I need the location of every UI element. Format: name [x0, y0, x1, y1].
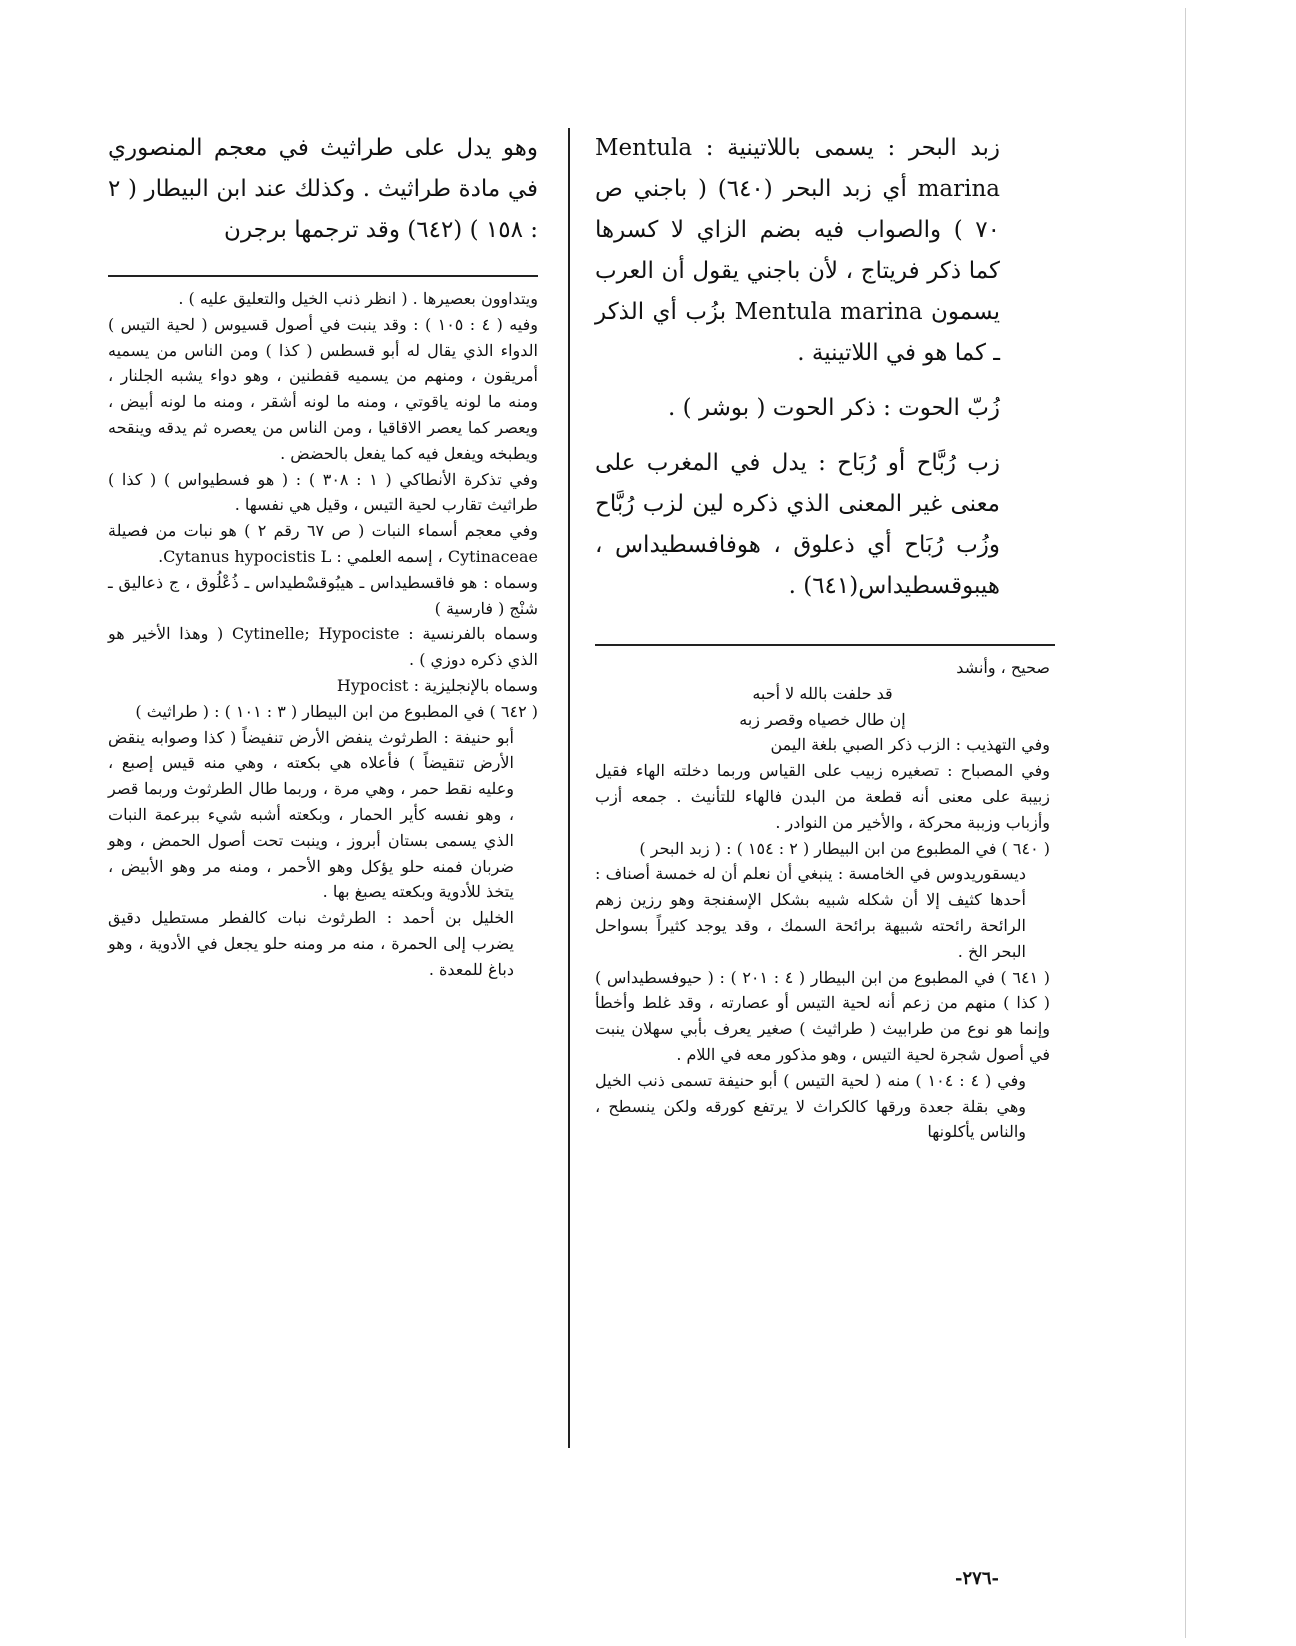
column-divider: [568, 128, 570, 1448]
footnote-line: وسماه بالفرنسية : Cytinelle; Hypociste ( وهذا الأخير هو الذي ذكره دوزي ) .: [108, 624, 538, 670]
verse-line: قد حلفت بالله لا أحبه: [752, 683, 893, 703]
footnote-rule-right: [595, 644, 1055, 646]
footnote-641: ( ٦٤١ ) في المطبوع من ابن البيطار ( ٤ : ٢٠١ ) : ( حيوفسطيداس ) ( كذا ) منهم من زعم أنه لحية التيس أو عصارته ، وقد غلط وأخطأ وإنما هو نوع من طرابيث ( طراثيث ) صغير يعرف بأبي سهلان ينبت في أصول شجرة لحية التيس ، وهو مذكور معه في اللام .: [595, 967, 1051, 1064]
entry-zubb-rubbah: زب رُبَّاح أو رُبَاح : يدل في المغرب على معنى غير المعنى الذي ذكره لين لزب رُبَّاح وزُب رُبَاح أي ذعلوق ، هوفافسطيداس ، هيبوقسطيداس(٦٤١) .: [595, 450, 1000, 599]
entry-tarathith-continued: وهو يدل على طراثيث في معجم المنصوري في مادة طراثيث . وكذلك عند ابن البيطار ( ٢ : ١٥٨ ) (٦٤٢) وقد ترجمها برجرن: [108, 135, 538, 243]
footnote-640: ( ٦٤٠ ) في المطبوع من ابن البيطار ( ٢ : ١٥٤ ) : ( زبد البحر ): [639, 838, 1050, 858]
footnote-line: وفيه ( ٤ : ١٠٥ ) : وقد ينبت في أصول قسيوس ( لحية التيس ) الدواء الذي يقال له أبو قسطس ( كذا ) ومن الناس من يسميه أمريقون ، ومنهم من يسميه قفطنين ، وهو دواء يشبه الجلنار ، ومنه ما لونه ياقوتي ، ومنه ما لونه أشقر ، ومنه ما لونه أبيض ، ويعصر كما يعصر الاقاقيا ، ومن الناس من يعصره ثم يدقه وينقحه ويطبخه ويفعل فيه كما يفعل بالحضض .: [108, 314, 539, 463]
footnote-line: صحيح ، وأنشد: [956, 658, 1050, 677]
footnote-line: وسماه : هو فاقسطيداس ـ هيبُوقسْطيداس ـ ذُعْلُوق ، ج ذعاليق ـ شنْج ( فارسية ): [108, 572, 538, 618]
right-main-column: [595, 128, 1000, 607]
footnote-line: وفي معجم أسماء النبات ( ص ٦٧ رقم ٢ ) هو نبات من فصيلة Cytinaceae ، إسمه العلمي : Cytanus hypocistis L.: [108, 521, 538, 566]
entry-zubb-alhut: زُبّ الحوت : ذكر الحوت ( بوشر ) .: [668, 395, 1000, 421]
left-main-column: [108, 128, 538, 251]
footnote-642: ( ٦٤٢ ) في المطبوع من ابن البيطار ( ٣ : ١٠١ ) : ( طراثيث ): [135, 701, 538, 721]
footnote-line: وفي المصباح : تصغيره زبيب على القياس وربما دخلته الهاء فقيل زبيبة على معنى أنه قطعة من البدن فالهاء للتأنيث . جمعه أزب وأزباب وزببة محركة ، والأخير من النوادر .: [595, 761, 1050, 832]
footnotes-left: [108, 286, 538, 983]
footnotes-right: [595, 655, 1050, 1145]
footnote-rule-left: [108, 275, 538, 277]
page-number: -٢٧٦-: [955, 1568, 999, 1589]
footnote-641-body: وفي ( ٤ : ١٠٤ ) منه ( لحية التيس ) أبو حنيفة تسمى ذنب الخيل وهي بقلة جعدة ورقها كالكراث لا يرتفع كورقه ولكن ينسطح ، والناس يأكلونها: [595, 1070, 1027, 1142]
footnote-640-body: ديسقوريدوس في الخامسة : ينبغي أن نعلم أن له خمسة أصناف : أحدها كثيف إلا أن شكله شبيه بشكل الإسفنجة وهو رزين زهم الرائحة رائحته شبيهة برائحة السمك ، وقد يوجد كثيراً بسواحل البحر الخ .: [595, 864, 1026, 961]
footnote-642-body: أبو حنيفة : الطرثوث ينفض الأرض تنفيضاً ( كذا وصوابه ينقض الأرض تنقيضاً ) فأعلاه هي بكعته ، وهي منه قيس إصبع ، وعليه نقط حمر ، وهي مرة ، وربما طال الطرثوث وربما قصر ، وهو نفسه كأير الحمار ، وبكعته أشبه شيء ببرعمة النبات الذي يسمى بستان أبروز ، وينبت تحت أصول الحمض ، وهو ضربان فمنه حلو يؤكل وهو الأحمر ، ومنه مر وهو الأبيض ، يتخذ للأدوية وبكعته يصبغ بها .: [108, 727, 515, 902]
footnote-line: وسماه بالإنجليزية : Hypocist: [336, 675, 538, 695]
footnote-line: وفي تذكرة الأنطاكي ( ١ : ٣٠٨ ) : ( هو فسطيواس ) ( كذا ) طراثيث تقارب لحية التيس ، وقيل هي نفسها .: [108, 469, 539, 515]
footnote-line: ويتداوون بعصيرها . ( انظر ذنب الخيل والتعليق عليه ) .: [178, 289, 538, 308]
entry-zabad-albahr: زبد البحر : يسمى باللاتينية : Mentula marina أي زبد البحر (٦٤٠) ( باجني ص ٧٠ ) والصواب فيه بضم الزاي لا كسرها كما ذكر فريتاج ، لأن باجني يقول أن العرب يسمون Mentula marina بزُب أي الذكر ـ كما هو في اللاتينية .: [595, 135, 1000, 366]
footnote-642-body: الخليل بن أحمد : الطرثوث نبات كالفطر مستطيل دقيق يضرب إلى الحمرة ، منه مر ومنه حلو يجعل في الأدوية ، وهو دباغ للمعدة .: [108, 908, 514, 979]
verse-line: إن طال خصياه وقصر زبه: [739, 709, 906, 729]
page-edge-line: [1185, 8, 1186, 1638]
footnote-line: وفي التهذيب : الزب ذكر الصبي بلغة اليمن: [770, 735, 1050, 755]
